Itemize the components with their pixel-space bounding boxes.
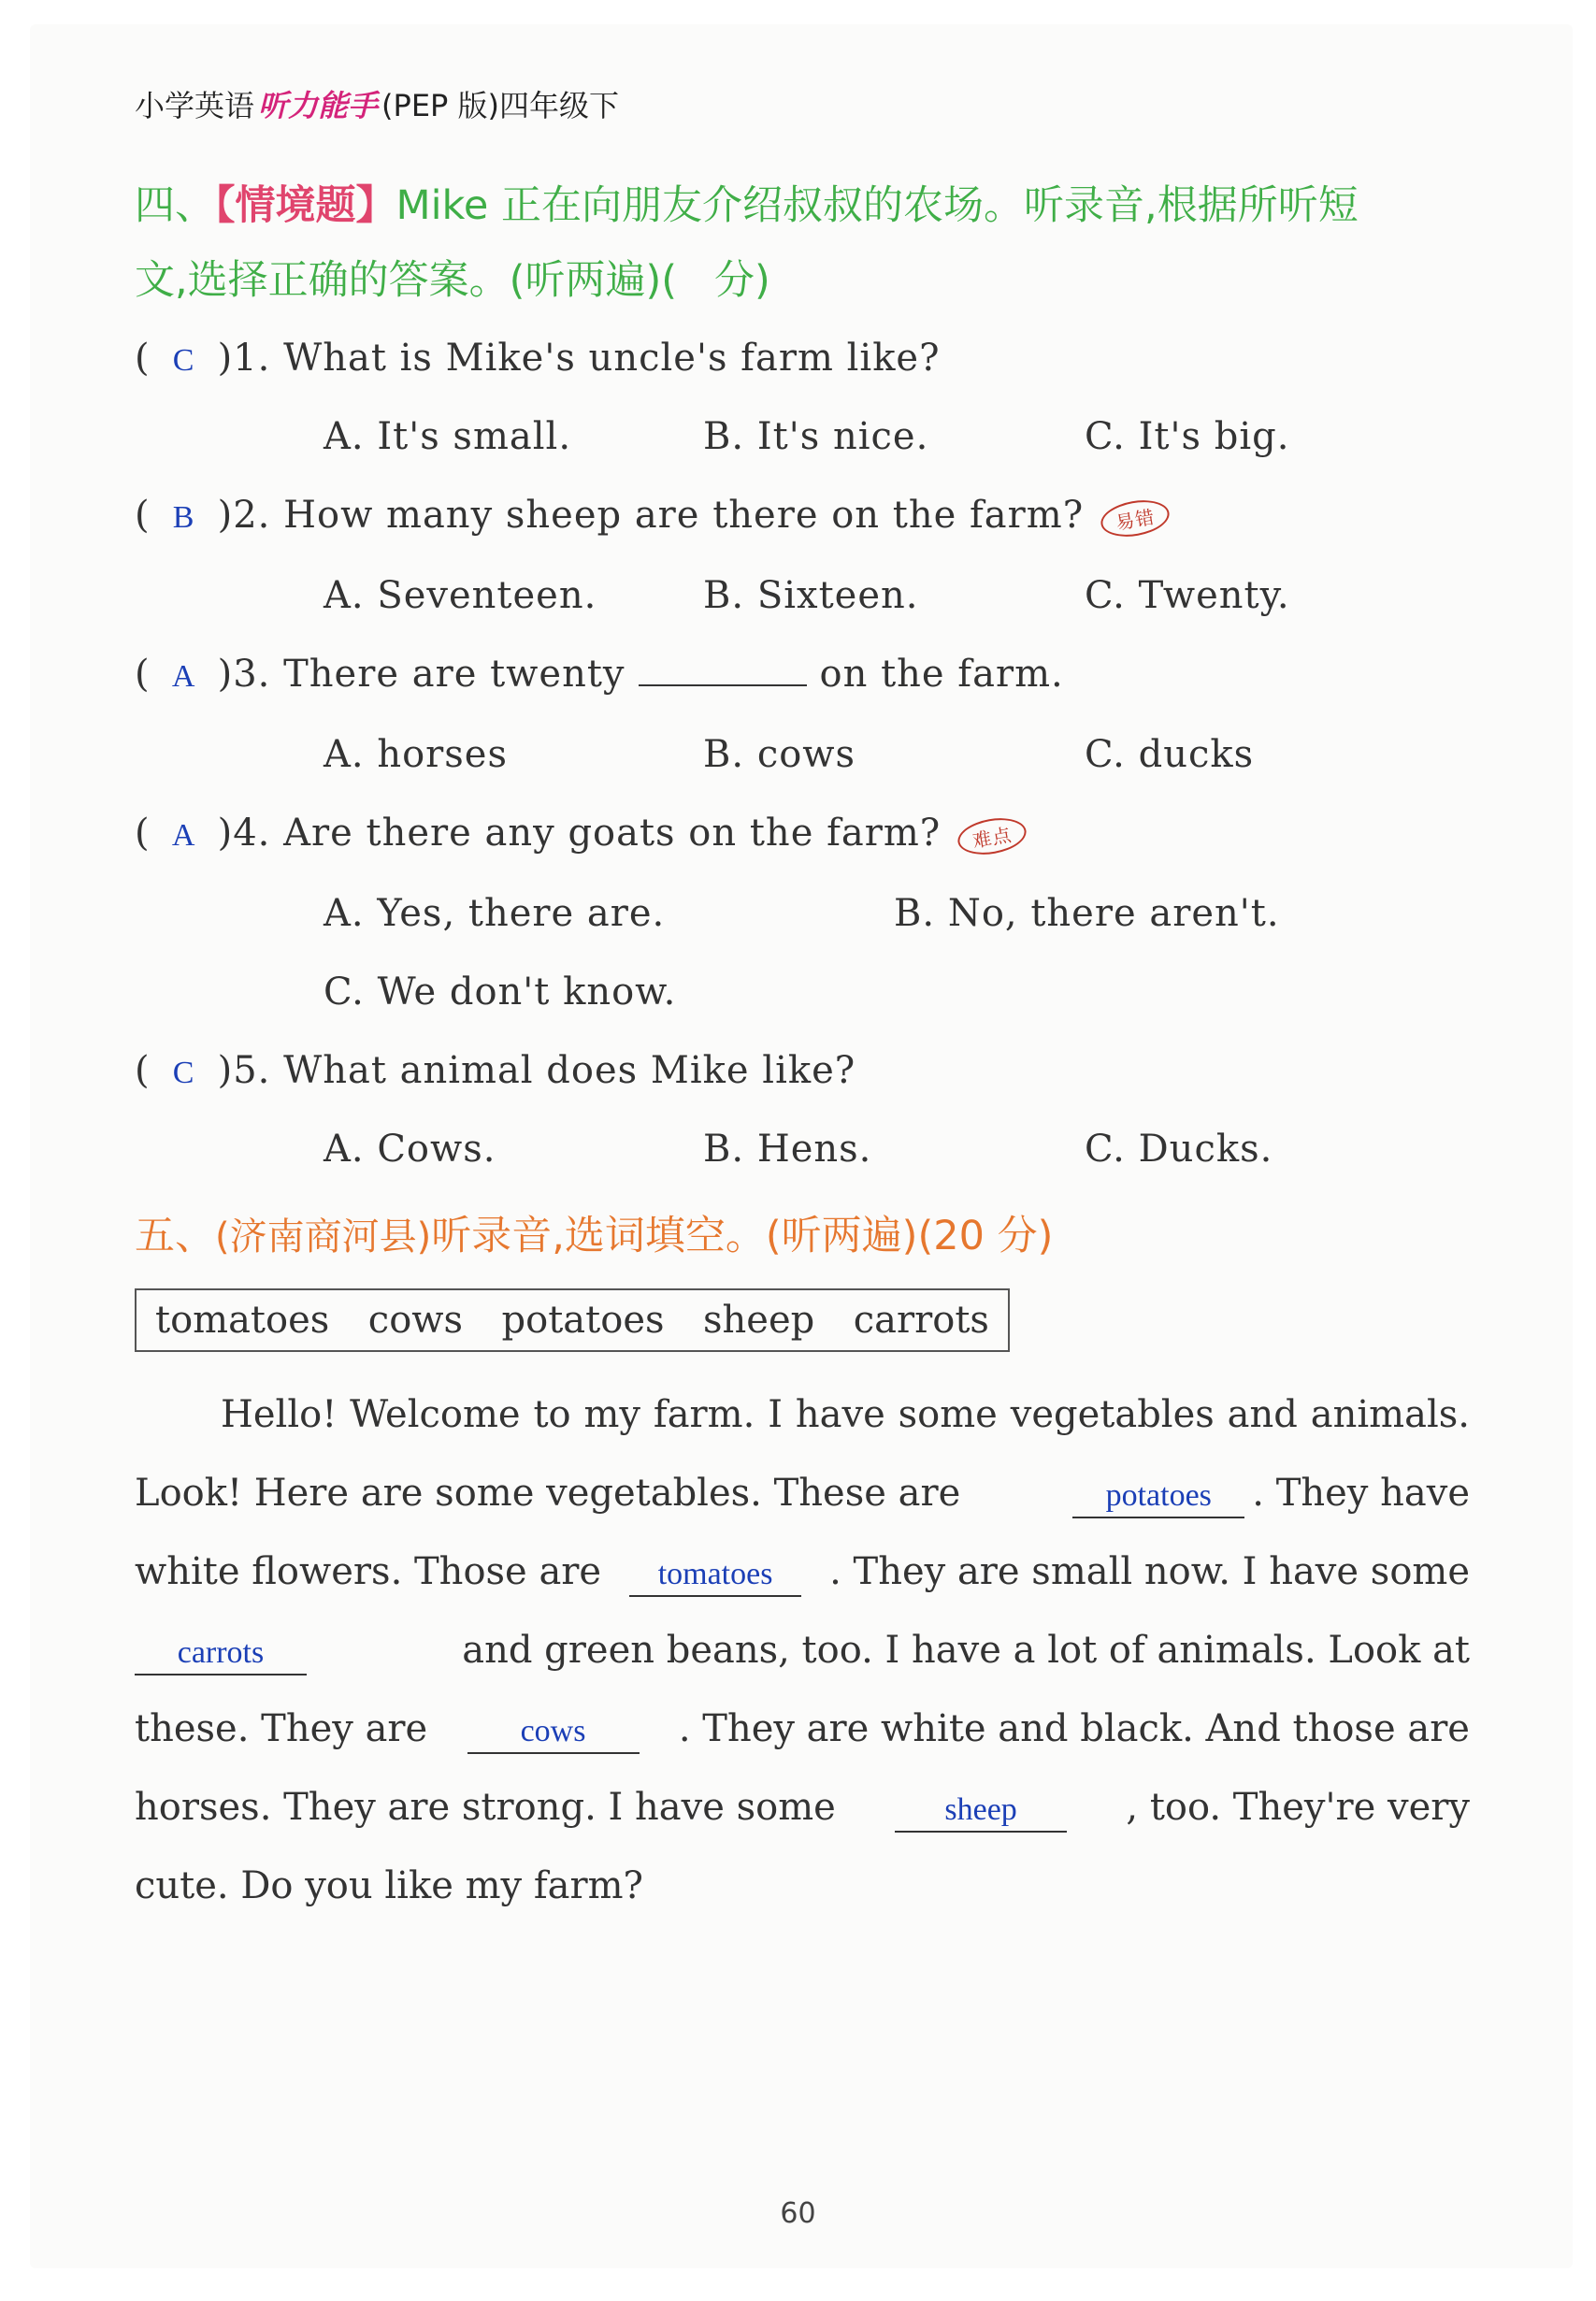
question-5-text: What animal does Mike like? [283, 1049, 856, 1092]
q4-option-a: A. Yes, there are. [324, 892, 666, 935]
error-prone-stamp: 易错 [1098, 495, 1172, 540]
word-bank-item: carrots [853, 1299, 989, 1342]
blank-answer-1: potatoes [1072, 1475, 1244, 1518]
answer-2: B [172, 500, 195, 535]
section5-title [135, 1204, 1053, 1261]
passage-line-4 [135, 1629, 1470, 1675]
q5-option-c: C. Ducks. [1085, 1128, 1273, 1171]
word-bank-item: tomatoes [155, 1299, 330, 1342]
difficult-point-stamp: 难点 [956, 813, 1029, 858]
q3-option-c: C. ducks [1085, 733, 1255, 776]
question-5-number: )5. [217, 1049, 271, 1092]
question-2-number: )2. [217, 494, 271, 537]
section4-tag: 【情境题】 [215, 182, 396, 229]
blank-answer-3: carrots [135, 1632, 307, 1675]
q2-option-a: A. Seventeen. [324, 574, 597, 617]
passage-text: . They are white and black. And those are [678, 1707, 1470, 1750]
q2-option-b: B. Sixteen. [703, 574, 919, 617]
answer-1: C [172, 343, 195, 378]
q4-option-c: C. We don't know. [324, 971, 677, 1014]
passage-text: Look! Here are some vegetables. These are [135, 1472, 961, 1515]
word-bank-item: cows [367, 1299, 464, 1342]
passage-line-2 [135, 1472, 1470, 1518]
q1-option-a: A. It's small. [324, 415, 572, 458]
passage-text: white flowers. Those are [135, 1550, 602, 1593]
section4-title-text-2: 文,选择正确的答案。(听两遍)( [135, 257, 677, 304]
page-number: 60 [780, 2197, 816, 2230]
q3-option-a: A. horses [324, 733, 509, 776]
question-4-number: )4. [217, 812, 271, 855]
passage-text: horses. They are strong. I have some [135, 1786, 836, 1829]
section5-title-text: 听录音,选词填空。(听两遍)(20 分) [431, 1213, 1054, 1259]
question-3-number: )3. [217, 653, 271, 696]
question-2: ( B )2. How many sheep are there on the farm? 易错 [135, 494, 1170, 537]
question-1-number: )1. [217, 337, 271, 380]
passage-text: and green beans, too. I have a lot of animals. Look at [462, 1629, 1470, 1672]
question-1-text: What is Mike's uncle's farm like? [283, 337, 941, 380]
q4-option-b: B. No, there aren't. [894, 892, 1280, 935]
header-suffix: (PEP 版)四年级下 [381, 88, 619, 123]
question-4-text: Are there any goats on the farm? [283, 812, 942, 855]
blank-answer-2: tomatoes [629, 1554, 801, 1597]
q2-option-c: C. Twenty. [1085, 574, 1290, 617]
passage-line-3 [135, 1550, 1470, 1597]
blank-answer-4: cows [467, 1711, 640, 1754]
question-3-text-before: There are twenty [283, 653, 625, 696]
blank-answer-5: sheep [895, 1790, 1067, 1833]
book-header [135, 82, 619, 125]
question-3: ( A )3. There are twenty on the farm. [135, 653, 1064, 696]
answer-4: A [171, 818, 196, 853]
section5-location: (济南商河县) [215, 1215, 432, 1258]
section4-title-line2 [135, 249, 770, 306]
q3-option-b: B. cows [703, 733, 856, 776]
section4-points: 分) [714, 257, 770, 304]
passage-text: . They are small now. I have some [829, 1550, 1470, 1593]
section4-title-line1 [135, 174, 1359, 231]
q5-option-a: A. Cows. [324, 1128, 496, 1171]
section4-title-text: Mike 正在向朋友介绍叔叔的农场。听录音,根据所听短 [395, 182, 1359, 229]
question-3-blank [639, 656, 807, 686]
q1-option-b: B. It's nice. [703, 415, 929, 458]
q5-option-b: B. Hens. [703, 1128, 872, 1171]
section5-number: 五、 [135, 1213, 215, 1259]
question-2-text: How many sheep are there on the farm? [283, 494, 1085, 537]
answer-3: A [171, 659, 196, 694]
header-prefix: 小学英语 [135, 88, 255, 123]
word-bank-item: sheep [703, 1299, 815, 1342]
word-bank [135, 1288, 1010, 1352]
question-1: ( C )1. What is Mike's uncle's farm like? [135, 337, 941, 380]
passage-line-5 [135, 1707, 1470, 1754]
q1-option-c: C. It's big. [1085, 415, 1290, 458]
section4-number: 四、 [135, 182, 215, 229]
question-3-text-after: on the farm. [819, 653, 1064, 696]
passage-text: . They have [1252, 1472, 1470, 1515]
word-bank-item: potatoes [501, 1299, 665, 1342]
passage-line-1: Hello! Welcome to my farm. I have some vegetables and animals. [221, 1393, 1470, 1436]
passage-text: , too. They're very [1126, 1786, 1470, 1829]
answer-5: C [172, 1056, 195, 1090]
question-4: ( A )4. Are there any goats on the farm? 难点 [135, 812, 1027, 855]
header-series-name: 听力能手 [258, 88, 379, 123]
passage-line-7: cute. Do you like my farm? [135, 1864, 643, 1907]
question-5: ( C )5. What animal does Mike like? [135, 1049, 856, 1092]
passage-line-6 [135, 1786, 1470, 1833]
passage-text: these. They are [135, 1707, 428, 1750]
